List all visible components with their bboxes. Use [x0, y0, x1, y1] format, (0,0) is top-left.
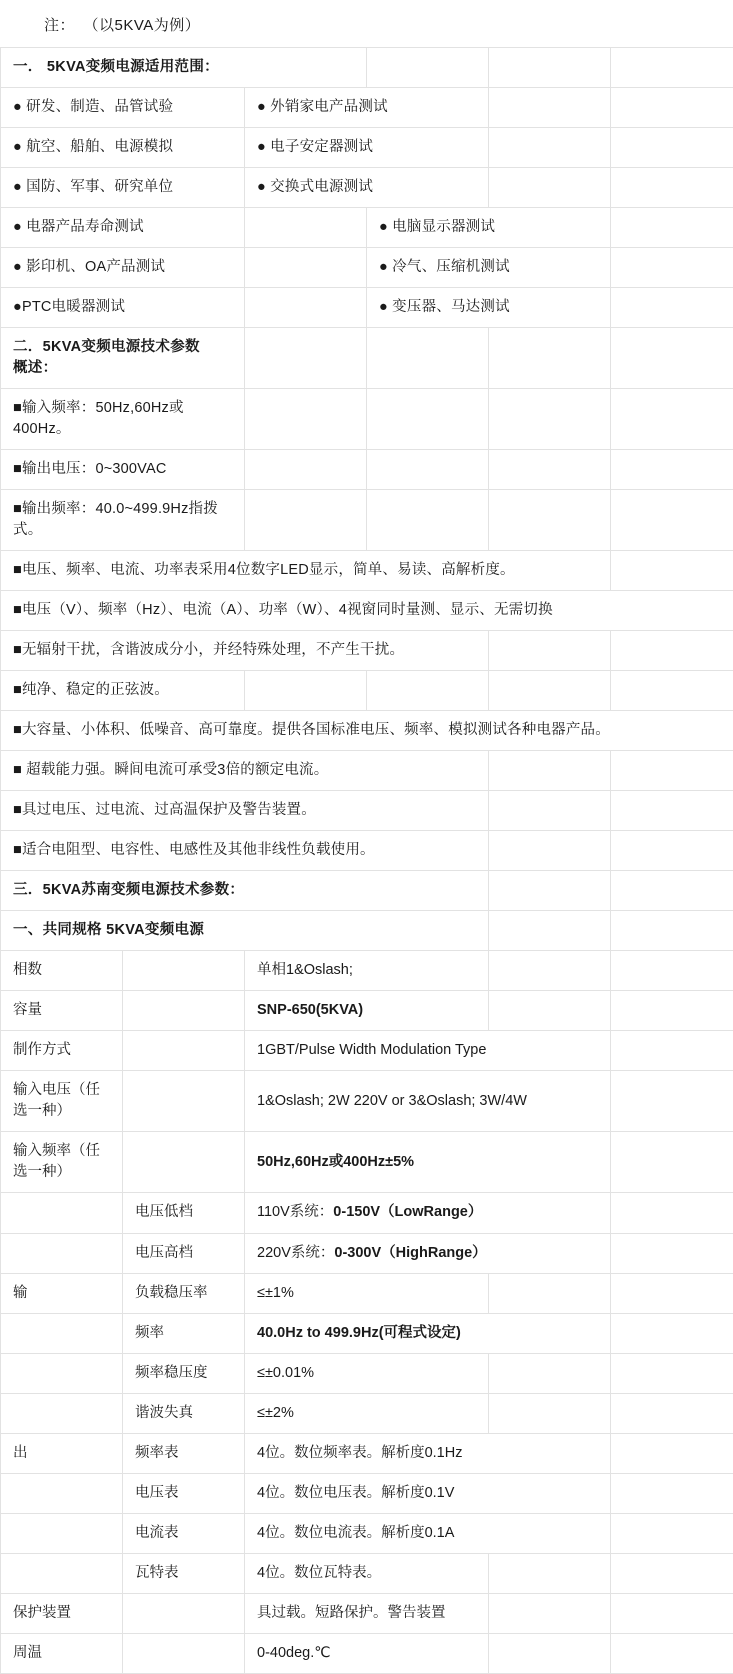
table-row — [1, 1633, 733, 1673]
empty-cell — [611, 88, 733, 128]
spec-value: ≤±0.01% — [245, 1353, 489, 1393]
spec-label — [1, 1353, 123, 1393]
empty-cell — [489, 631, 611, 671]
spec-label — [1, 1553, 123, 1593]
empty-cell — [245, 328, 367, 389]
spec-sublabel: 电流表 — [123, 1513, 245, 1553]
empty-cell — [489, 991, 611, 1031]
empty-cell — [611, 248, 733, 288]
table-row — [1, 1193, 733, 1233]
scope-section-title: 一． 5KVA变频电源适用范围： — [1, 48, 367, 88]
table-row — [1, 991, 733, 1031]
empty-cell — [489, 671, 611, 711]
table-row — [1, 871, 733, 911]
spec-label: 出 — [1, 1433, 123, 1473]
spec-label: 相数 — [1, 951, 123, 991]
empty-cell — [611, 1593, 733, 1633]
spec-sublabel: 电压表 — [123, 1473, 245, 1513]
empty-cell — [489, 1393, 611, 1433]
empty-cell — [367, 450, 489, 490]
empty-cell — [611, 1193, 733, 1233]
scope-item-right: ● 电脑显示器测试 — [367, 208, 611, 248]
empty-cell — [489, 751, 611, 791]
empty-cell — [611, 1433, 733, 1473]
spec-value: 0-40deg.℃ — [245, 1633, 489, 1673]
table-row — [1, 1513, 733, 1553]
spec-value — [245, 1193, 611, 1233]
spec-sublabel: 频率 — [123, 1313, 245, 1353]
table-row — [1, 791, 733, 831]
empty-cell — [367, 671, 489, 711]
scope-item-left: ● 电器产品寿命测试 — [1, 208, 245, 248]
empty-cell — [611, 1353, 733, 1393]
spec-value: 单相1&Oslash; — [245, 951, 489, 991]
spec-label — [1, 1513, 123, 1553]
empty-cell — [367, 48, 489, 88]
empty-cell — [611, 1513, 733, 1553]
spec-sublabel — [123, 1633, 245, 1673]
spec-value: 50Hz,60Hz或400Hz±5% — [245, 1132, 611, 1193]
empty-cell — [489, 328, 611, 389]
empty-cell — [611, 1553, 733, 1593]
tech-item: ■纯净、稳定的正弦波。 — [1, 671, 245, 711]
spec-sublabel — [123, 1071, 245, 1132]
empty-cell — [489, 951, 611, 991]
spec-label — [1, 1313, 123, 1353]
table-row — [1, 671, 733, 711]
spec-sublabel — [123, 991, 245, 1031]
empty-cell — [489, 871, 611, 911]
table-row — [1, 248, 733, 288]
empty-cell — [611, 951, 733, 991]
spec-value: 40.0Hz to 499.9Hz(可程式设定) — [245, 1313, 611, 1353]
table-row — [1, 1353, 733, 1393]
scope-item-right: ● 外销家电产品测试 — [245, 88, 489, 128]
empty-cell — [489, 88, 611, 128]
empty-cell — [489, 1633, 611, 1673]
spec-sublabel: 负载稳压率 — [123, 1273, 245, 1313]
table-row — [1, 48, 733, 88]
spec-value: 具过载。短路保护。警告装置 — [245, 1593, 489, 1633]
tech-item: ■ 超载能力强。瞬间电流可承受3倍的额定电流。 — [1, 751, 489, 791]
table-row — [1, 128, 733, 168]
empty-cell — [611, 389, 733, 450]
empty-cell — [611, 208, 733, 248]
spec-sublabel — [123, 951, 245, 991]
scope-item-left: ● 国防、军事、研究单位 — [1, 168, 245, 208]
spec-value-emphasis: 0-150V（LowRange） — [333, 1204, 482, 1220]
table-row — [1, 631, 733, 671]
table-row — [1, 1273, 733, 1313]
table-row — [1, 751, 733, 791]
empty-cell — [489, 490, 611, 551]
scope-item-right: ● 交换式电源测试 — [245, 168, 489, 208]
spec-label — [1, 1473, 123, 1513]
spec-label — [1, 1193, 123, 1233]
table-row — [1, 1473, 733, 1513]
empty-cell — [245, 208, 367, 248]
table-row — [1, 490, 733, 551]
empty-cell — [611, 328, 733, 389]
empty-cell — [611, 48, 733, 88]
tech-item: ■适合电阻型、电容性、电感性及其他非线性负载使用。 — [1, 831, 489, 871]
scope-item-left: ● 影印机、OA产品测试 — [1, 248, 245, 288]
empty-cell — [611, 991, 733, 1031]
empty-cell — [489, 450, 611, 490]
table-row — [1, 831, 733, 871]
spec-value — [245, 1233, 611, 1273]
empty-cell — [489, 1593, 611, 1633]
empty-cell — [611, 1132, 733, 1193]
scope-item-left: ●PTC电暖器测试 — [1, 288, 245, 328]
table-row — [1, 328, 733, 389]
note-text: （以5KVA为例） — [91, 17, 200, 34]
empty-cell — [611, 791, 733, 831]
tech-item: ■输入频率：50Hz,60Hz或400Hz。 — [1, 389, 245, 450]
tech-item: ■大容量、小体积、低噪音、高可靠度。提供各国标准电压、频率、模拟测试各种电器产品。 — [1, 711, 733, 751]
tech-item: ■具过电压、过电流、过高温保护及警告装置。 — [1, 791, 489, 831]
table-row — [1, 208, 733, 248]
empty-cell — [611, 831, 733, 871]
table-row — [1, 1071, 733, 1132]
note-line — [0, 0, 733, 47]
spec-value: SNP-650(5KVA) — [245, 991, 489, 1031]
empty-cell — [489, 1353, 611, 1393]
empty-cell — [611, 1233, 733, 1273]
spec-label: 输入电压（任选一种） — [1, 1071, 123, 1132]
scope-item-right: ● 变压器、马达测试 — [367, 288, 611, 328]
tech-item: ■电压（V）、频率（Hz）、电流（A）、功率（W）、4视窗同时量测、显示、无需切换 — [1, 591, 733, 631]
scope-item-left: ● 航空、船舶、电源模拟 — [1, 128, 245, 168]
spec-label: 输入频率（任选一种） — [1, 1132, 123, 1193]
spec-label: 制作方式 — [1, 1031, 123, 1071]
empty-cell — [611, 1393, 733, 1433]
spec-label — [1, 1393, 123, 1433]
empty-cell — [611, 631, 733, 671]
spec-value-emphasis: 0-300V（HighRange） — [334, 1245, 486, 1261]
table-row — [1, 1553, 733, 1593]
spec-value: ≤±2% — [245, 1393, 489, 1433]
scope-item-right: ● 冷气、压缩机测试 — [367, 248, 611, 288]
spec-sublabel — [123, 1593, 245, 1633]
tech-item: ■电压、频率、电流、功率表采用4位数字LED显示，简单、易读、高解析度。 — [1, 551, 611, 591]
table-row — [1, 1031, 733, 1071]
empty-cell — [367, 490, 489, 551]
empty-cell — [367, 328, 489, 389]
empty-cell — [245, 671, 367, 711]
table-row — [1, 1313, 733, 1353]
empty-cell — [611, 911, 733, 951]
empty-cell — [611, 1313, 733, 1353]
empty-cell — [611, 1071, 733, 1132]
empty-cell — [489, 1273, 611, 1313]
table-row — [1, 168, 733, 208]
spec-value-prefix: 110V系统： — [257, 1204, 333, 1220]
spec-value: 4位。数位电压表。解析度0.1V — [245, 1473, 611, 1513]
spec-sublabel: 频率表 — [123, 1433, 245, 1473]
empty-cell — [611, 751, 733, 791]
spec-label: 保护装置 — [1, 1593, 123, 1633]
empty-cell — [611, 288, 733, 328]
empty-cell — [611, 1473, 733, 1513]
empty-cell — [489, 168, 611, 208]
empty-cell — [611, 168, 733, 208]
common-spec-title: 一、共同规格 5KVA变频电源 — [1, 911, 489, 951]
tech-item: ■输出频率：40.0~499.9Hz指拨式。 — [1, 490, 245, 551]
empty-cell — [611, 490, 733, 551]
scope-item-right: ● 电子安定器测试 — [245, 128, 489, 168]
spec-label — [1, 1233, 123, 1273]
empty-cell — [611, 1273, 733, 1313]
table-row — [1, 288, 733, 328]
note-label: 注： — [44, 17, 75, 34]
table-row — [1, 450, 733, 490]
spec-label: 容量 — [1, 991, 123, 1031]
spec-value-prefix: 220V系统： — [257, 1245, 334, 1261]
spec-value: 4位。数位频率表。解析度0.1Hz — [245, 1433, 611, 1473]
empty-cell — [489, 1553, 611, 1593]
scope-item-left: ● 研发、制造、品管试验 — [1, 88, 245, 128]
empty-cell — [245, 389, 367, 450]
table-row — [1, 591, 733, 631]
empty-cell — [367, 389, 489, 450]
tech-item: ■输出电压：0~300VAC — [1, 450, 245, 490]
empty-cell — [245, 288, 367, 328]
spec-value: 1GBT/Pulse Width Modulation Type — [245, 1031, 611, 1071]
empty-cell — [489, 911, 611, 951]
empty-cell — [489, 791, 611, 831]
sunan-section-title: 三．5KVA苏南变频电源技术参数： — [1, 871, 489, 911]
empty-cell — [489, 48, 611, 88]
spec-value: 1&Oslash; 2W 220V or 3&Oslash; 3W/4W — [245, 1071, 611, 1132]
table-row — [1, 1233, 733, 1273]
spec-sublabel: 频率稳压度 — [123, 1353, 245, 1393]
table-row — [1, 911, 733, 951]
table-row — [1, 711, 733, 751]
empty-cell — [245, 248, 367, 288]
empty-cell — [611, 450, 733, 490]
tech-section-title — [1, 328, 245, 389]
table-row — [1, 389, 733, 450]
empty-cell — [611, 551, 733, 591]
spec-value: ≤±1% — [245, 1273, 489, 1313]
table-row — [1, 1132, 733, 1193]
tech-section-title-line2: 概述： — [13, 358, 234, 379]
spec-sublabel: 电压高档 — [123, 1233, 245, 1273]
table-row — [1, 951, 733, 991]
table-row — [1, 1593, 733, 1633]
tech-section-title-line1: 二．5KVA变频电源技术参数 — [13, 337, 234, 358]
empty-cell — [611, 1031, 733, 1071]
empty-cell — [489, 128, 611, 168]
spec-table — [0, 47, 733, 1674]
empty-cell — [245, 450, 367, 490]
table-row — [1, 1433, 733, 1473]
spec-value: 4位。数位电流表。解析度0.1A — [245, 1513, 611, 1553]
empty-cell — [611, 1633, 733, 1673]
spec-sublabel: 瓦特表 — [123, 1553, 245, 1593]
empty-cell — [489, 389, 611, 450]
tech-item: ■无辐射干扰，含谐波成分小，并经特殊处理，不产生干扰。 — [1, 631, 489, 671]
spec-sublabel — [123, 1132, 245, 1193]
table-row — [1, 551, 733, 591]
spec-sublabel: 谐波失真 — [123, 1393, 245, 1433]
spec-sublabel: 电压低档 — [123, 1193, 245, 1233]
spec-label: 周温 — [1, 1633, 123, 1673]
empty-cell — [489, 831, 611, 871]
empty-cell — [611, 871, 733, 911]
spec-value: 4位。数位瓦特表。 — [245, 1553, 489, 1593]
table-row — [1, 88, 733, 128]
empty-cell — [611, 671, 733, 711]
table-row — [1, 1393, 733, 1433]
empty-cell — [245, 490, 367, 551]
empty-cell — [611, 128, 733, 168]
spec-label: 输 — [1, 1273, 123, 1313]
spec-sublabel — [123, 1031, 245, 1071]
